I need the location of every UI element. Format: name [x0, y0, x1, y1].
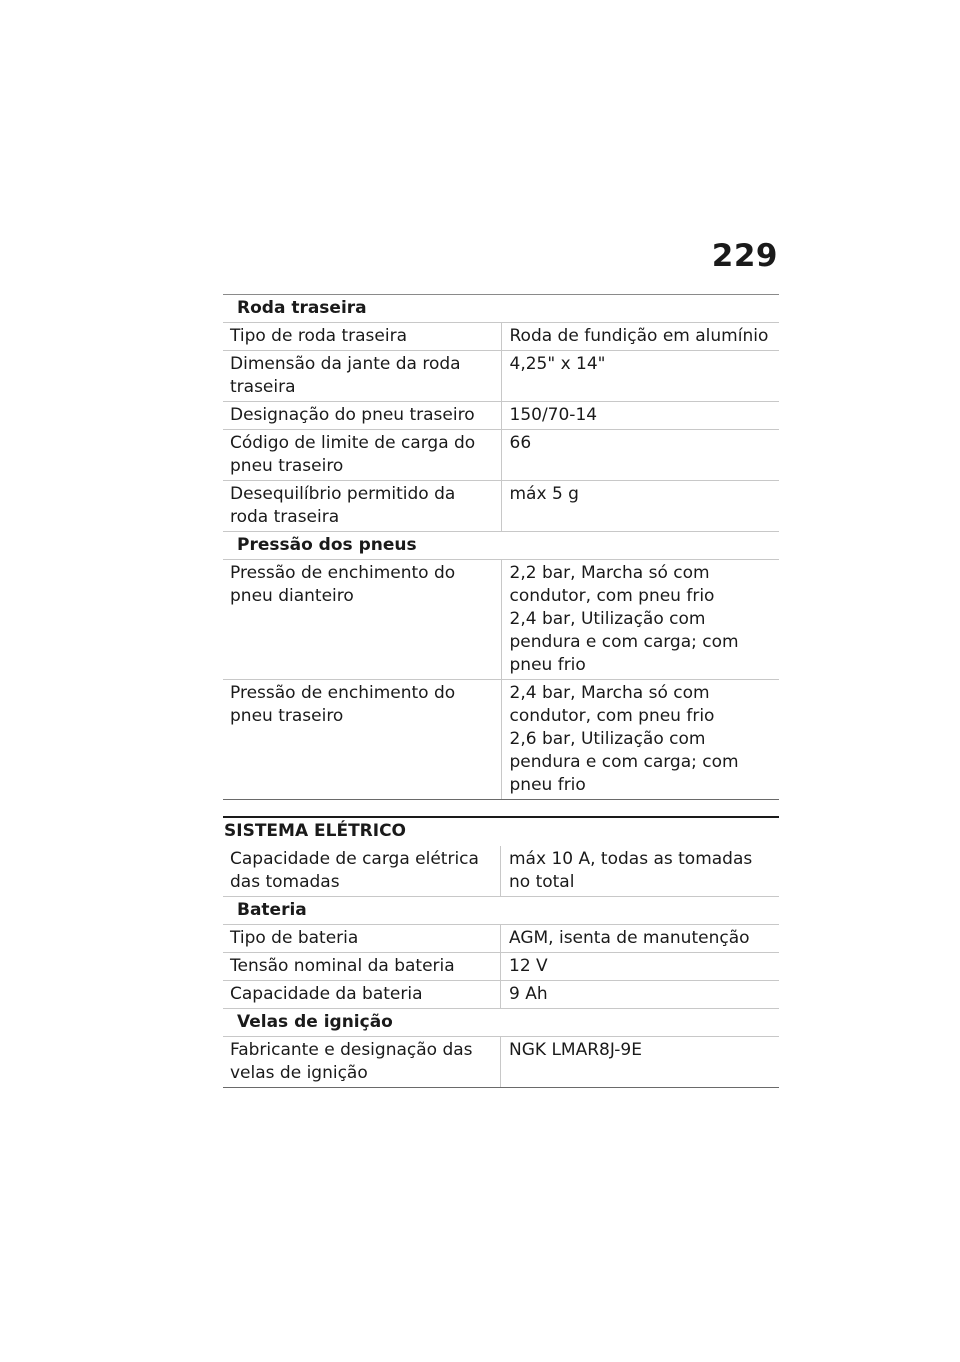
spec-label: Designação do pneu traseiro: [223, 402, 501, 430]
spec-label: Tipo de roda traseira: [223, 323, 501, 351]
spec-label: Tipo de bateria: [223, 925, 501, 953]
spec-value: AGM, isenta de manutenção: [501, 925, 780, 953]
table-row: [223, 402, 779, 430]
spec-value: 9 Ah: [501, 981, 780, 1009]
table-row: [223, 481, 779, 532]
table-row: [223, 953, 779, 981]
table-row: [223, 323, 779, 351]
section-heading-tire-pressure: Pressão dos pneus: [223, 532, 779, 560]
section-heading-row: [223, 897, 779, 925]
section-heading-rear-wheel: Roda traseira: [223, 295, 779, 323]
table-row: [223, 560, 779, 680]
spec-label: Tensão nominal da bateria: [223, 953, 501, 981]
table-row: [223, 981, 779, 1009]
spec-value: Roda de fundição em alumínio: [501, 323, 779, 351]
spec-label: Pressão de enchimento do pneu traseiro: [223, 680, 501, 800]
spec-value: 150/70-14: [501, 402, 779, 430]
spec-label: Capacidade da bateria: [223, 981, 501, 1009]
table-row: [223, 680, 779, 800]
section-heading-row: [223, 532, 779, 560]
spec-value: 4,25" x 14": [501, 351, 779, 402]
spec-label: Desequilíbrio permitido da roda traseira: [223, 481, 501, 532]
spec-label: Capacidade de carga elétrica das tomadas: [223, 846, 501, 897]
table-row: [223, 925, 779, 953]
spec-value: 2,2 bar, Marcha só com condutor, com pneu frio 2,4 bar, Utilização com pendura e com carga; com pneu frio: [501, 560, 779, 680]
table-row: [223, 351, 779, 402]
section-heading-battery: Bateria: [223, 897, 779, 925]
spec-table-wheels: [223, 294, 779, 800]
section-heading-spark-plugs: Velas de ignição: [223, 1009, 779, 1037]
section-heading-row: [223, 295, 779, 323]
table-row: [223, 430, 779, 481]
section-heading-row: [223, 1009, 779, 1037]
spec-label: Dimensão da jante da roda traseira: [223, 351, 501, 402]
spec-value: 2,4 bar, Marcha só com condutor, com pneu frio 2,6 bar, Utilização com pendura e com carga; com pneu frio: [501, 680, 779, 800]
table-row: [223, 1037, 779, 1088]
spec-value: máx 10 A, todas as tomadas no total: [501, 846, 780, 897]
spec-value: 66: [501, 430, 779, 481]
spec-value: NGK LMAR8J-9E: [501, 1037, 780, 1088]
spec-value: 12 V: [501, 953, 780, 981]
page-number: 229: [711, 238, 778, 274]
spec-table-electrical: [223, 846, 779, 1088]
table-row: [223, 846, 779, 897]
spec-label: Código de limite de carga do pneu traseiro: [223, 430, 501, 481]
spec-value: máx 5 g: [501, 481, 779, 532]
spec-label: Fabricante e designação das velas de ignição: [223, 1037, 501, 1088]
spec-content: [223, 294, 779, 1088]
spec-label: Pressão de enchimento do pneu dianteiro: [223, 560, 501, 680]
chapter-title-electrical: SISTEMA ELÉTRICO: [223, 816, 779, 846]
